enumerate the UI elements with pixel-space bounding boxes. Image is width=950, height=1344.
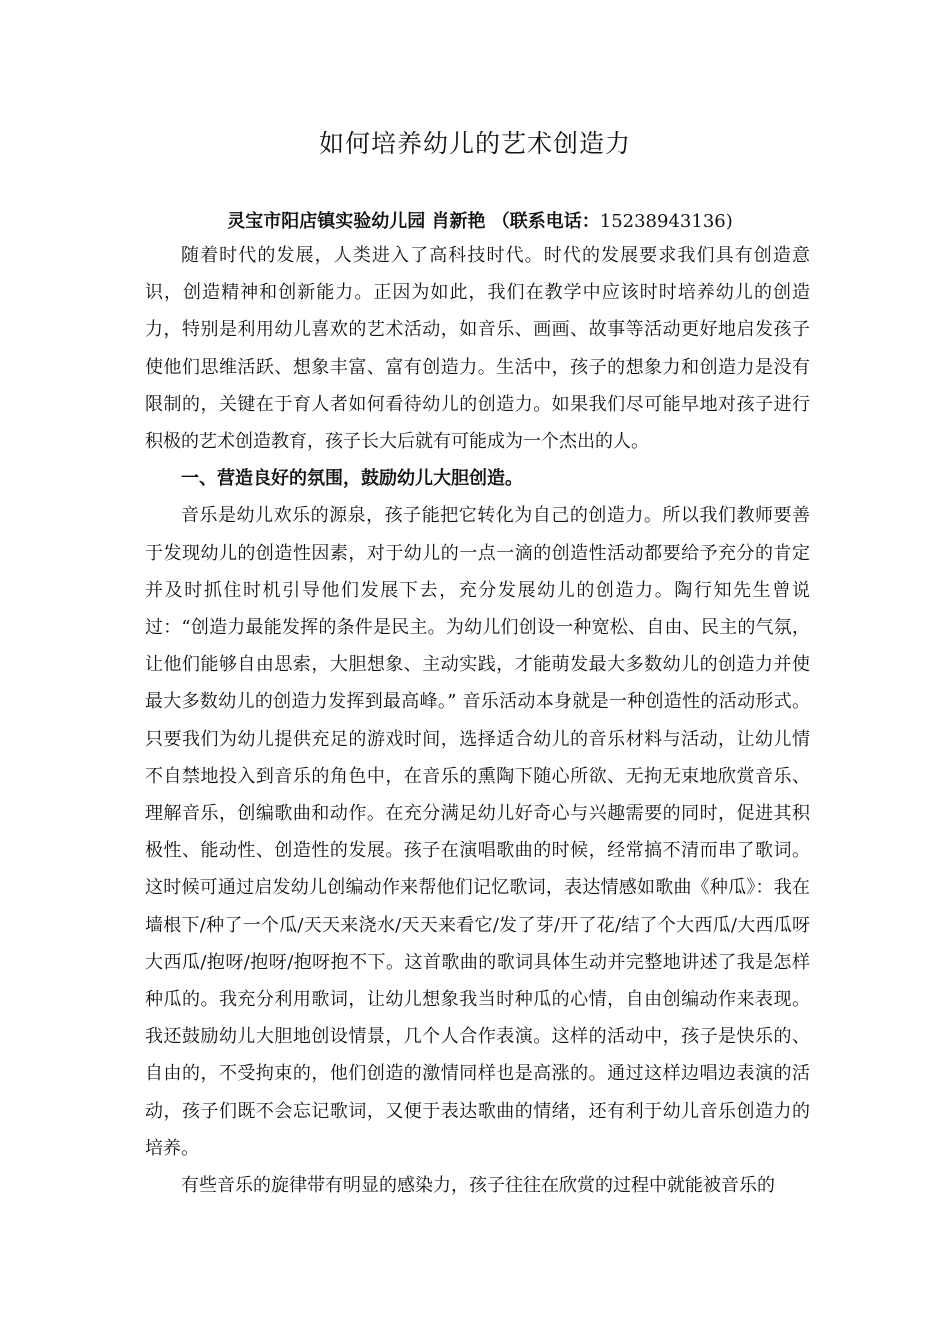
author-line-close: ) xyxy=(725,211,733,232)
paragraph-melody: 有些音乐的旋律带有明显的感染力，孩子往往在欣赏的过程中就能被音乐的 xyxy=(181,1175,775,1197)
paragraph-intro: 随着时代的发展，人类进入了高科技时代。时代的发展要求我们具有创造意识，创造精神和创新能力。正因为如此，我们在教学中应该时时培养幼儿的创造力，特别是利用幼儿喜欢的艺术活动，如音乐、画画、故事等活动更好地启发孩子使他们思维活跃、想象丰富、富有创造力。生活中，孩子的想象力和创造力是没有限制的，关键在于育人者如何看待幼儿的创造力。如果我们尽可能早地对孩子进行积极的艺术创造教育，孩子长大后就有可能成为一个杰出的人。 xyxy=(145,245,810,453)
paragraph-music: 音乐是幼儿欢乐的源泉，孩子能把它转化为自己的创造力。所以我们教师要善于发现幼儿的创造性因素，对于幼儿的一点一滴的创造性活动都要给予充分的肯定并及时抓住时机引导他们发展下去，充分发展幼儿的创造力。陶行知先生曾说过：“创造力最能发挥的条件是民主。为幼儿们创设一种宽松、自由、民主的气氛，让他们能够自由思索，大胆想象、主动实践，才能萌发最大多数幼儿的创造力并使最大多数幼儿的创造力发挥到最高峰。” 音乐活动本身就是一种创造性的活动形式。只要我们为幼儿提供充足的游戏时间，选择适合幼儿的音乐材料与活动，让幼儿情不自禁地投入到音乐的角色中，在音乐的熏陶下随心所欲、无拘无束地欣赏音乐、理解音乐，创编歌曲和动作。在充分满足幼儿好奇心与兴趣需要的同时，促进其积极性、能动性、创造性的发展。孩子在演唱歌曲的时候，经常搞不清而串了歌词。这时候可通过启发幼儿创编动作来帮他们记忆歌词，表达情感如歌曲《种瓜》：我在墙根下/种了一个瓜/天天来浇水/天天来看它/发了芽/开了花/结了个大西瓜/大西瓜呀大西瓜/抱呀/抱呀/抱呀抱不下。这首歌曲的歌词具体生动并完整地讲述了我是怎样种瓜的。我充分利用歌词，让幼儿想象我当时种瓜的心情，自由创编动作来表现。我还鼓励幼儿大胆地创设情景，几个人合作表演。这样的活动中，孩子是快乐的、自由的，不受拘束的，他们创造的激情同样也是高涨的。通过这样边唱边表演的活动，孩子们既不会忘记歌词，又便于表达歌曲的情绪，还有利于幼儿音乐创造力的培养。 xyxy=(145,505,810,1159)
section-heading-1: 一、营造良好的氛围，鼓励幼儿大胆创造。 xyxy=(181,468,523,490)
document-body xyxy=(145,237,810,1204)
author-phone: 15238943136 xyxy=(599,211,726,232)
author-line xyxy=(160,207,800,233)
document-title: 如何培养幼儿的艺术创造力 xyxy=(318,129,631,158)
author-affiliation: 灵宝市阳店镇实验幼儿园 肖新艳 （联系电话： xyxy=(227,211,600,232)
